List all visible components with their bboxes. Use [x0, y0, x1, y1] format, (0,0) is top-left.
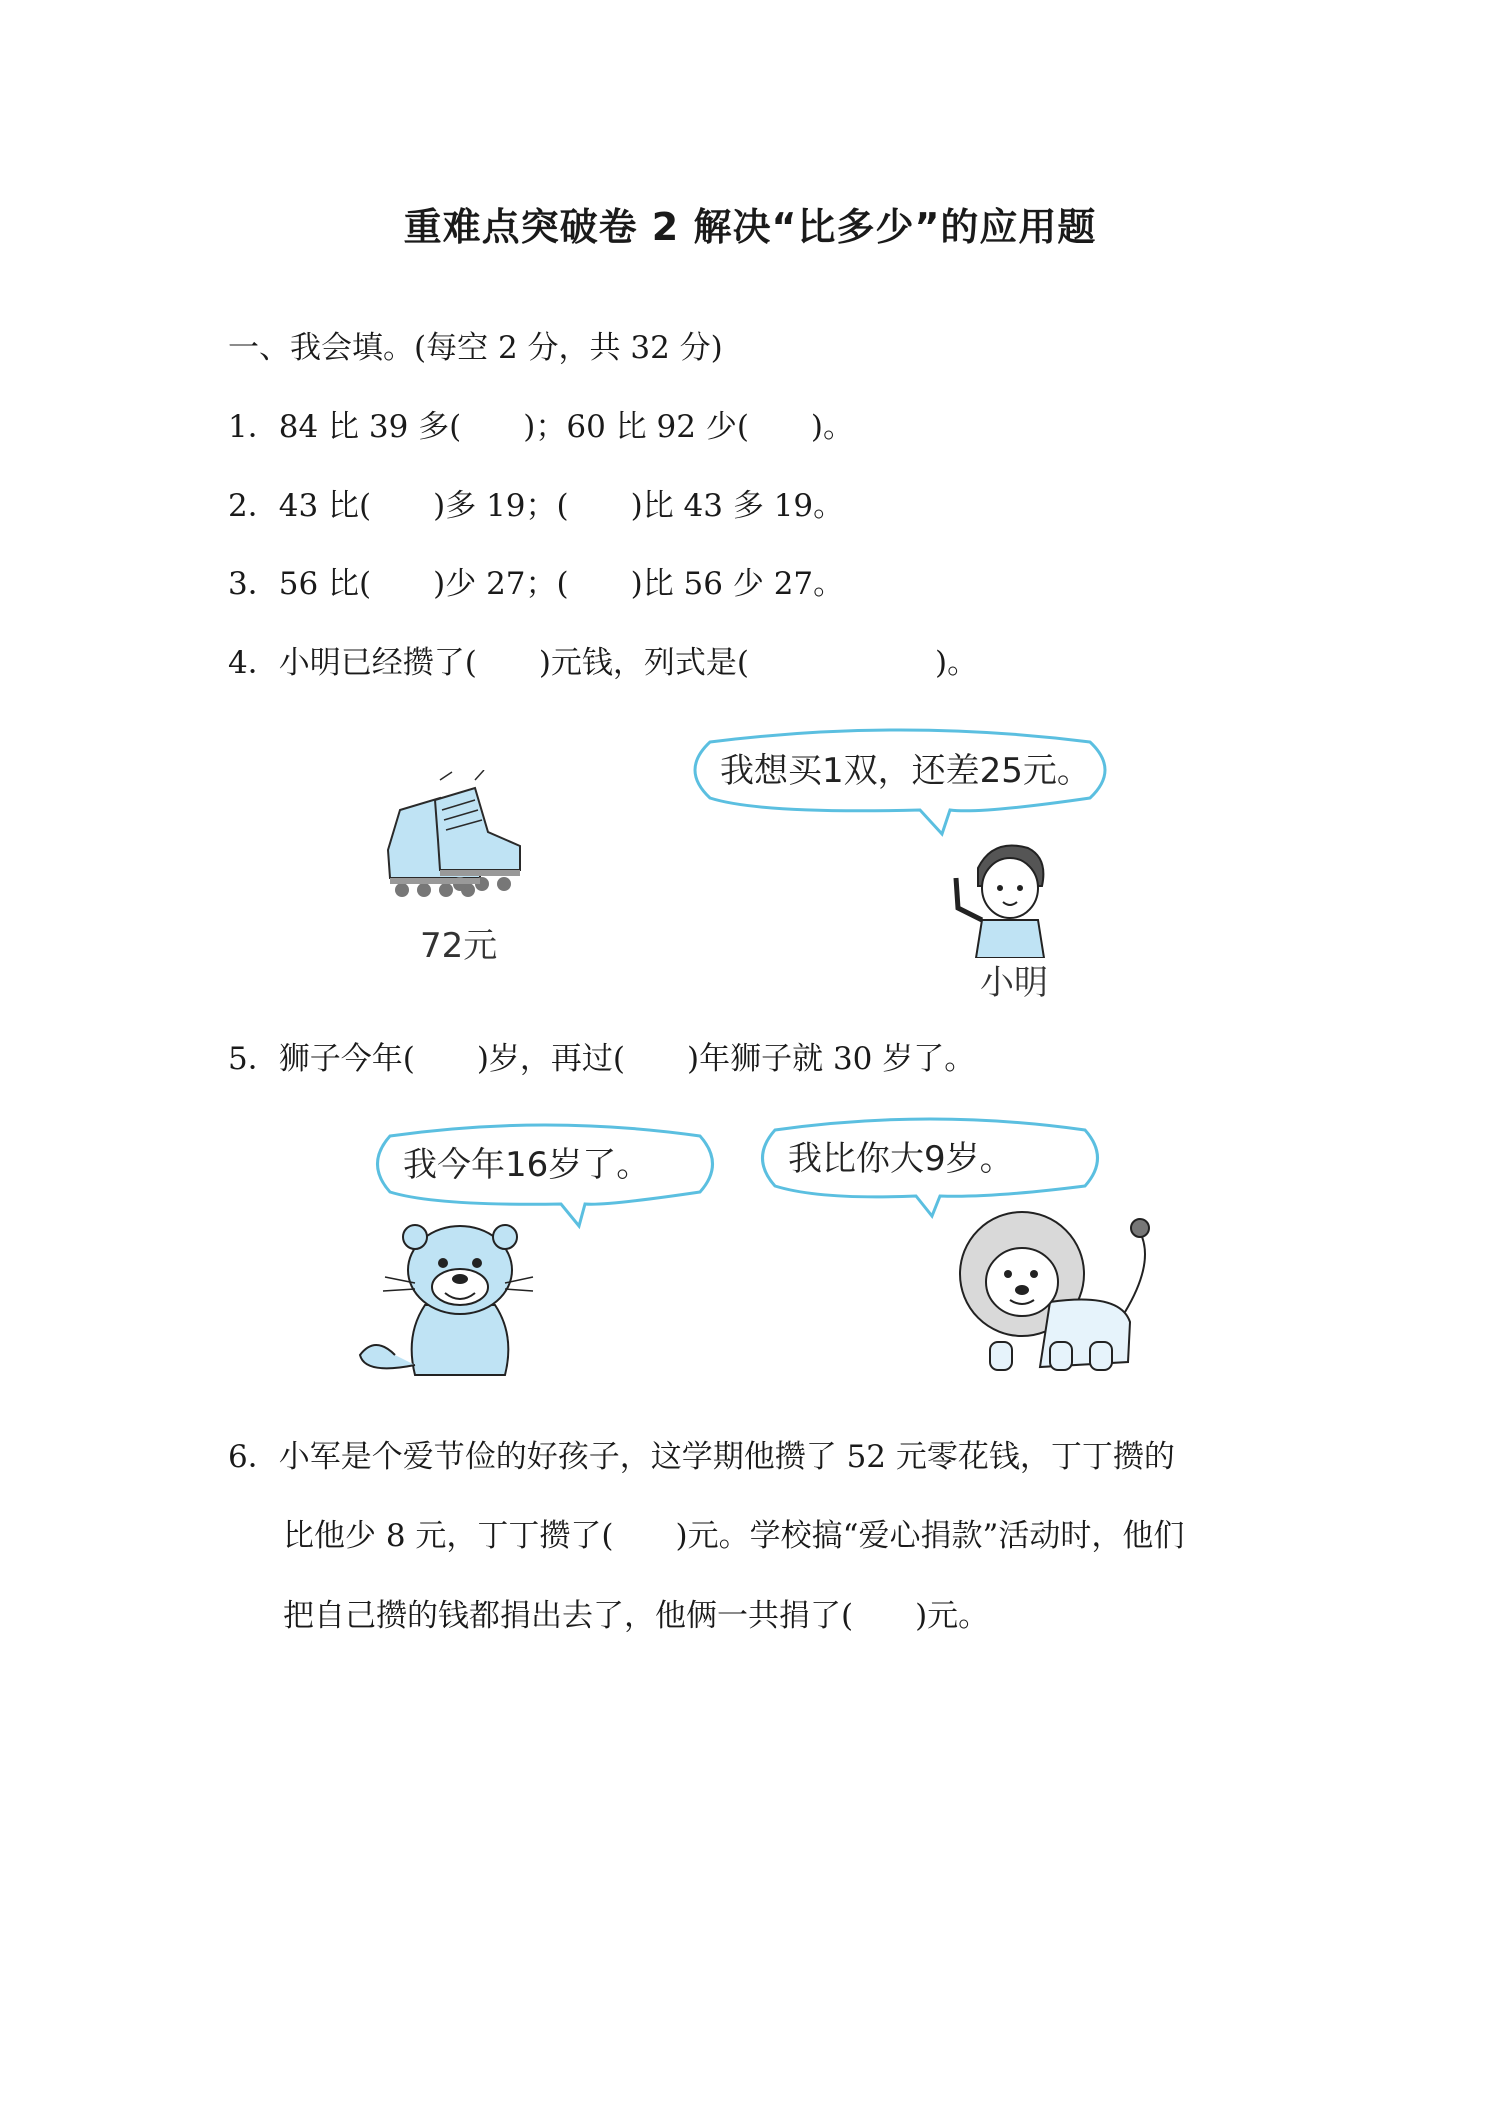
question-2: 2．43 比( )多 19；( )比 43 多 19。 — [228, 488, 845, 524]
question-5: 5．狮子今年( )岁，再过( )年狮子就 30 岁了。 — [228, 1041, 976, 1077]
section-heading: 一、我会填。(每空 2 分，共 32 分) — [228, 330, 723, 366]
boy-xiaoming-figure — [948, 838, 1068, 958]
question-6-line-2: 比他少 8 元，丁丁攒了( )元。学校搞“爱心捐款”活动时，他们 — [283, 1518, 1185, 1554]
question-6-line-1: 6．小军是个爱节俭的好孩子，这学期他攒了 52 元零花钱，丁丁攒的 — [228, 1439, 1175, 1475]
tiger-illustration — [355, 1215, 535, 1385]
skates-illustration — [380, 770, 530, 910]
question-1: 1．84 比 39 多( )；60 比 92 少( )。 — [228, 409, 855, 445]
page-title: 重难点突破卷 2 解决“比多少”的应用题 — [403, 205, 1097, 249]
tiger-speech-text: 我今年16岁了。 — [403, 1145, 651, 1185]
lion-speech-text: 我比你大9岁。 — [788, 1139, 1014, 1179]
question-3: 3．56 比( )少 27；( )比 56 少 27。 — [228, 566, 845, 602]
boy-name-label: 小明 — [980, 963, 1048, 1003]
boy-speech-text: 我想买1双，还差25元。 — [720, 751, 1091, 791]
tiger-speech-bubble — [365, 1118, 725, 1230]
question-6-line-3: 把自己攒的钱都捐出去了，他俩一共捐了( )元。 — [283, 1598, 990, 1634]
question-4: 4．小明已经攒了( )元钱，列式是( )。 — [228, 645, 979, 681]
lion-illustration — [950, 1202, 1160, 1382]
boy-speech-bubble — [680, 722, 1120, 840]
skates-price-label: 72元 — [420, 926, 498, 966]
